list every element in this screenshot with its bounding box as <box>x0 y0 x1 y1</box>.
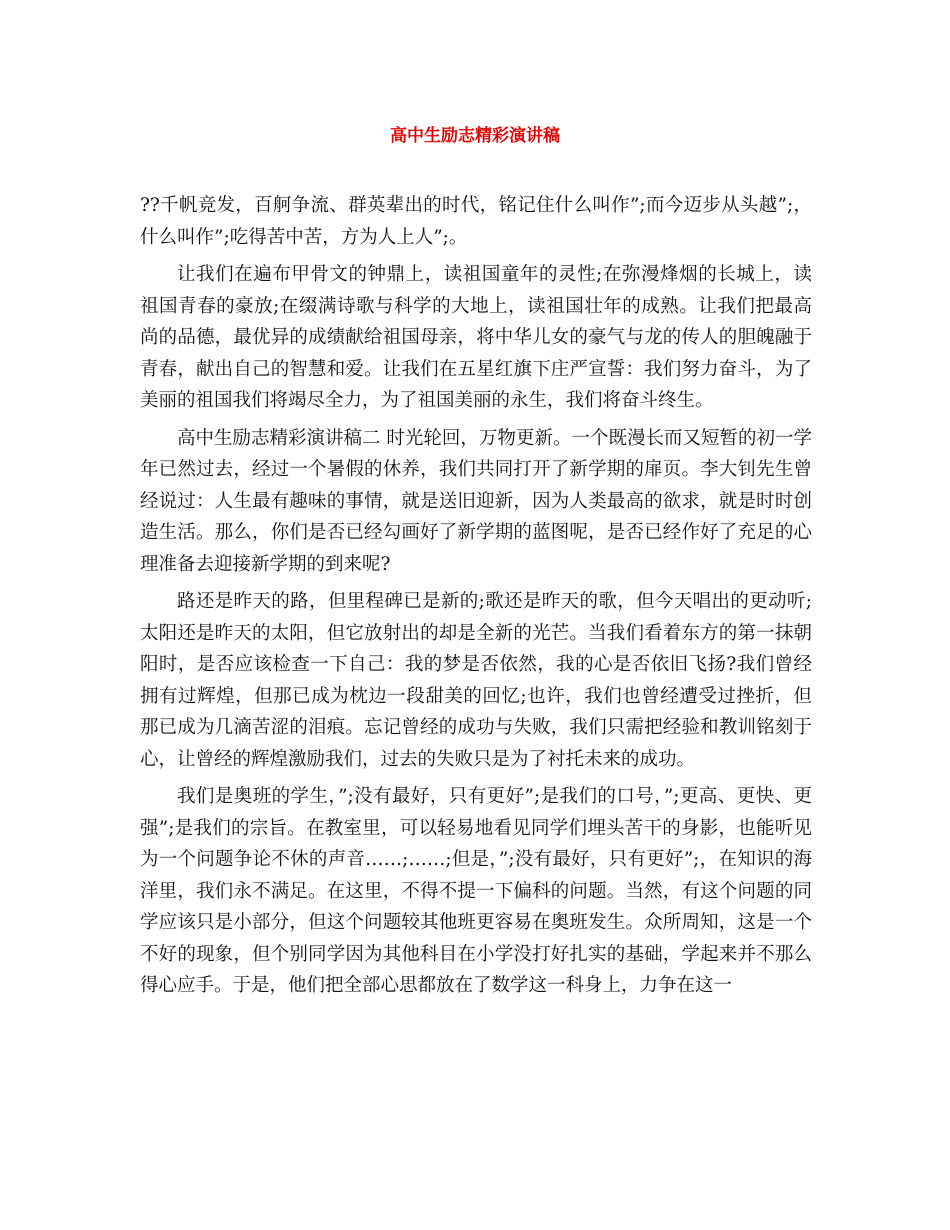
paragraph-new-semester-text: 时光轮回，万物更新。一个既漫长而又短暂的初一学年已然过去，经过一个暑假的休养，我们共同打开了新学期的扉页。李大钊先生曾经说过：人生最有趣味的事情，就是送旧迎新，因为人类最高的欲求，就是时时创造生活。那么，你们是否已经勾画好了新学期的蓝图呢，是否已经作好了充足的心理准备去迎接新学期的到来呢? <box>140 427 812 575</box>
document-title: 高中生励志精彩演讲稿 <box>390 126 560 146</box>
document-body <box>140 190 812 1008</box>
paragraph-road: 路还是昨天的路，但里程碑已是新的;歌还是昨天的歌，但今天唱出的更动听;太阳还是昨天的太阳，但它放射出的却是全新的光芒。当我们看着东方的第一抹朝阳时，是否应该检查一下自己：我的梦是否依然，我的心是否依旧飞扬?我们曾经拥有过辉煌，但那已成为枕边一段甜美的回忆;也许，我们也曾经遭受过挫折，但那已成为几滴苦涩的泪痕。忘记曾经的成功与失败，我们只需把经验和教训铭刻于心，让曾经的辉煌激励我们，过去的失败只是为了衬托未来的成功。 <box>140 591 812 770</box>
paragraph-new-semester <box>140 423 812 581</box>
section-heading: 高中生励志精彩演讲稿二 <box>177 427 381 449</box>
paragraph-motherland: 让我们在遍布甲骨文的钟鼎上，读祖国童年的灵性;在弥漫烽烟的长城上，读祖国青春的豪放;在缀满诗歌与科学的大地上，读祖国壮年的成熟。让我们把最高尚的品德，最优异的成绩献给祖国母亲，将中华儿女的豪气与龙的传人的胆魄融于青春，献出自己的智慧和爱。让我们在五星红旗下庄严宣誓：我们努力奋斗，为了美丽的祖国我们将竭尽全力，为了祖国美丽的永生，我们将奋斗终生。 <box>140 264 812 411</box>
paragraph-olympiad-class: 我们是奥班的学生，”;没有最好，只有更好”;是我们的口号，”;更高、更快、更强”;是我们的宗旨。在教室里，可以轻易地看见同学们埋头苦干的身影，也能听见为一个问题争论不休的声音……;……;但是，”;没有最好，只有更好”;，在知识的海洋里，我们永不满足。在这里，不得不提一下偏科的问题。当然，有这个问题的同学应该只是小部分，但这个问题较其他班更容易在奥班发生。众所周知，这是一个不好的现象，但个别同学因为其他科目在小学没打好扎实的基础，学起来并不那么得心应手。于是，他们把全部心思都放在了数学这一科身上，力争在这一 <box>140 786 812 996</box>
paragraph-intro: ??千帆竞发，百舸争流、群英辈出的时代，铭记住什么叫作”;而今迈步从头越”;，什么叫作”;吃得苦中苦，方为人上人”;。 <box>140 195 812 248</box>
